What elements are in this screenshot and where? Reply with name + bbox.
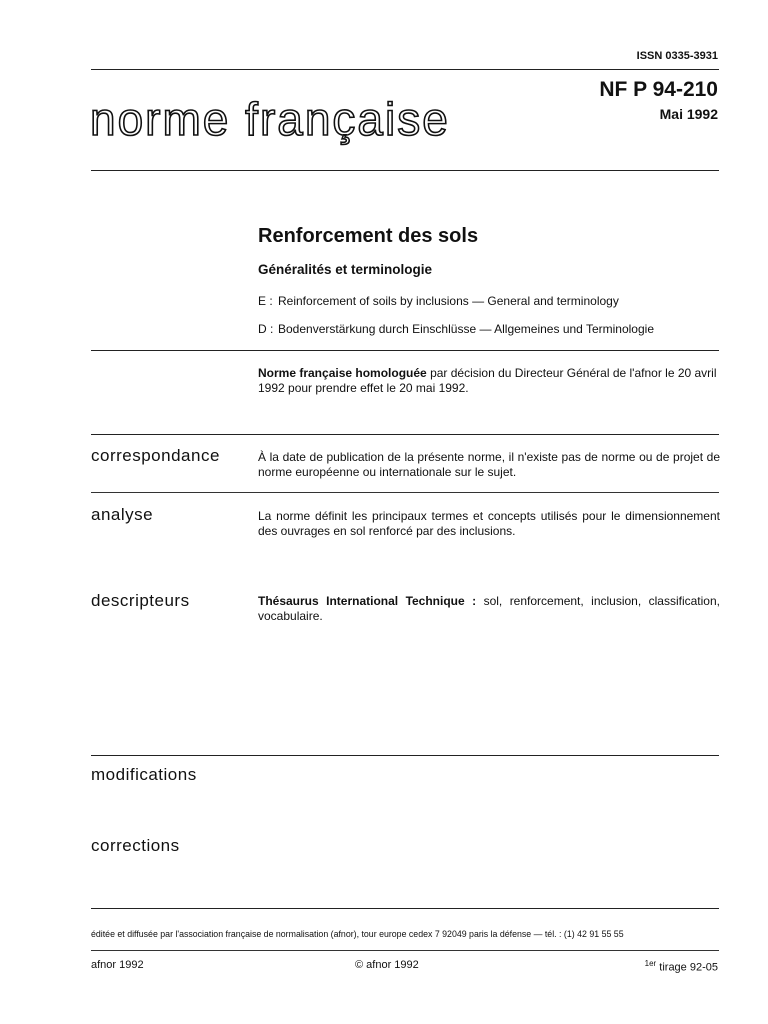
analyse-text: La norme définit les principaux termes et concepts utilisés pour le dimensionnement des ouvrages en sol renforcé par des inclusions. [258,509,720,538]
descripteurs-label: descripteurs [91,591,190,610]
footer-bottom-rule [91,950,719,951]
modifications-label: modifications [91,765,197,784]
footer-rule [91,908,719,909]
descripteurs-bold: Thésaurus International Technique : [258,594,477,608]
footer-copyright: © afnor 1992 [355,959,419,971]
descripteurs-keywords: sol, renforcement, inclusion, classification, vocabulaire. [258,594,720,623]
translation-code: E : [258,294,273,308]
correspondance-rule [91,434,719,435]
translation-english [258,294,619,308]
footer-afnor-year: afnor 1992 [91,959,144,971]
title-rule [91,350,719,351]
tirage-superscript: 1er [644,959,657,968]
translation-text: Reinforcement of soils by inclusions — General and terminology [278,294,619,308]
tirage-text: tirage 92-05 [659,961,718,974]
document-title: Renforcement des sols [258,225,479,247]
header-rule [91,170,719,171]
analyse-rule [91,492,719,493]
corrections-label: corrections [91,836,180,855]
translation-text: Bodenverstärkung durch Einschlüsse — Allgemeines und Terminologie [278,322,654,336]
analyse-label: analyse [91,505,154,524]
translation-code: D : [258,322,274,336]
correspondance-label: correspondance [91,446,220,465]
translation-german [258,322,654,336]
norme-francaise-title: norme française [90,93,450,145]
document-subtitle: Généralités et terminologie [258,262,433,277]
homologation-notice [258,366,720,396]
standard-number: NF P 94-210 [599,78,718,101]
correspondance-text: À la date de publication de la présente norme, il n'existe pas de norme ou de projet de norme européenne ou internationale sur le sujet. [258,450,720,479]
footer-edition: éditée et diffusée par l'association française de normalisation (afnor), tour europe cedex 7 92049 paris la défense — tél. : (1) 42 91 55 55 [91,929,624,939]
footer-tirage [645,959,718,974]
homologation-bold: Norme française homologuée [258,366,427,380]
standard-date: Mai 1992 [659,106,718,122]
top-rule [91,69,719,70]
descripteurs-text [258,594,720,624]
homologation-text: par décision du Directeur Général de l'afnor le 20 avril 1992 pour prendre effet le 20 mai 1992. [258,366,717,395]
modifications-rule [91,755,719,756]
issn-label: ISSN 0335-3931 [636,50,718,62]
